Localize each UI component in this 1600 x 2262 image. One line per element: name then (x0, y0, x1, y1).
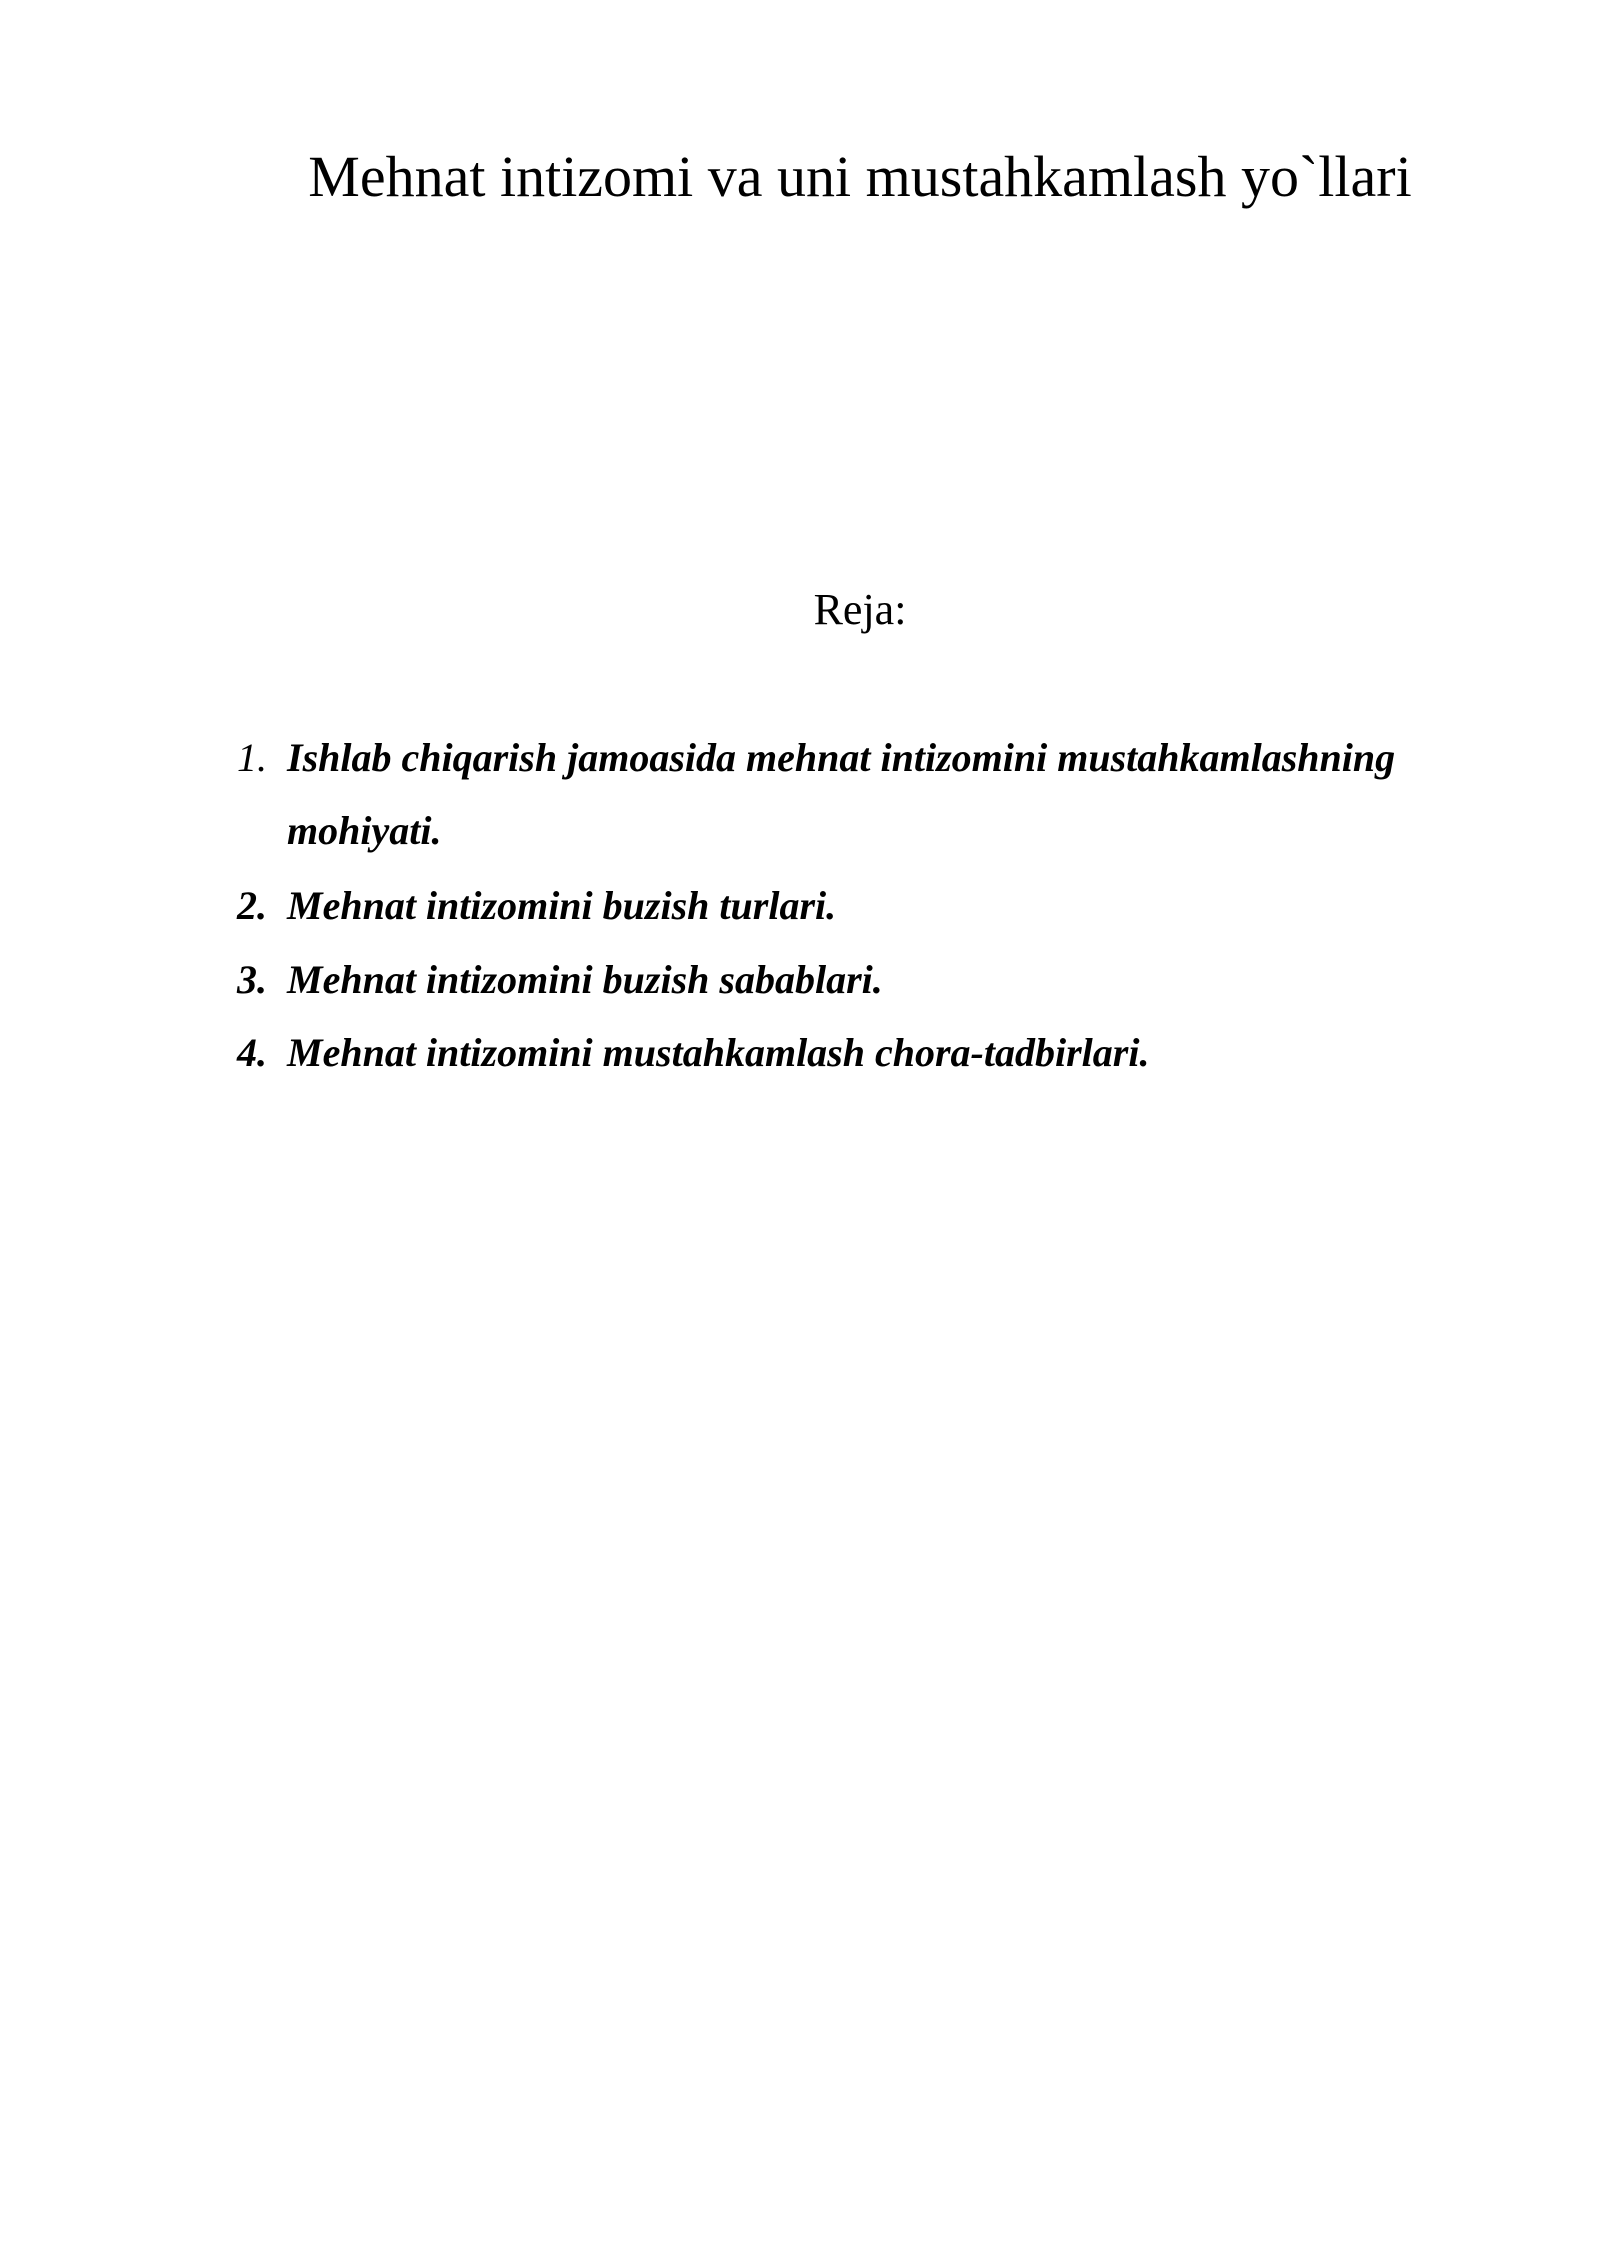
plan-item-text: Mehnat intizomini mustahkamlash chora-tadbirlari. (287, 1030, 1150, 1075)
plan-item-number: 2. (237, 883, 267, 928)
plan-item-number: 3. (237, 957, 267, 1002)
document-title: Mehnat intizomi va uni mustahkamlash yo`llari (308, 144, 1412, 209)
plan-item-number: 4. (237, 1030, 267, 1075)
plan-item-text: Mehnat intizomini buzish sabablari. (287, 957, 883, 1002)
plan-item-number: 1. (237, 735, 267, 780)
plan-item-text: Mehnat intizomini buzish turlari. (287, 883, 837, 928)
plan-heading: Reja: (813, 585, 907, 634)
plan-item-text-continuation: mohiyati. (287, 808, 442, 853)
plan-item-text: Ishlab chiqarish jamoasida mehnat intizomini mustahkamlashning (287, 735, 1396, 780)
